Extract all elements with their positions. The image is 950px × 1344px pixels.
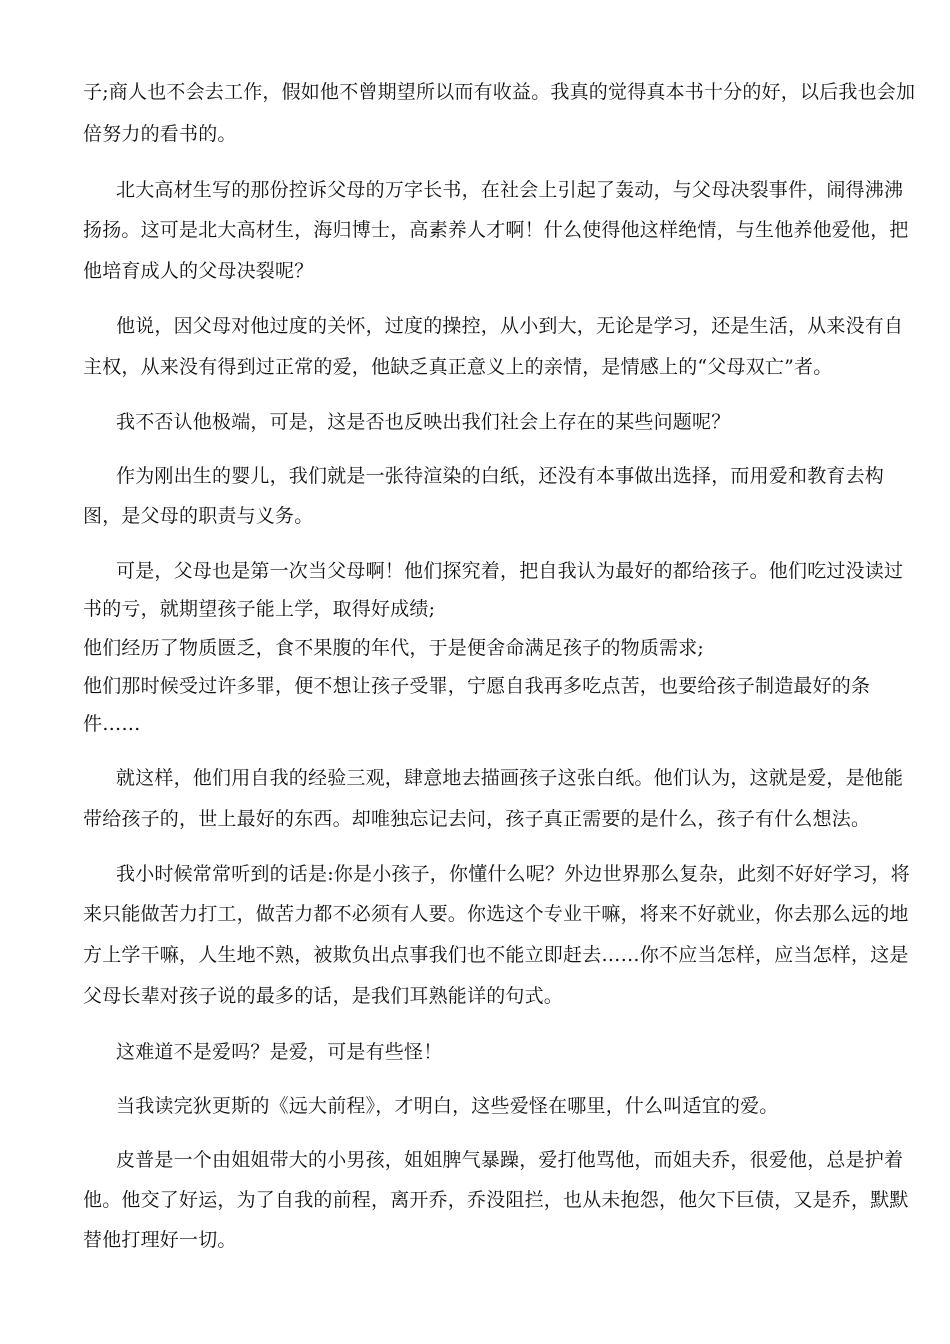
text-line: 当我读完狄更斯的《远大前程》，才明白，这些爱怪在哪里，什么叫适宜的爱。 [116, 1095, 779, 1117]
text-line: 我不否认他极端，可是，这是否也反映出我们社会上存在的某些问题呢？ [116, 411, 731, 433]
text-line: 方上学干嘛，人生地不熟，被欺负出点事我们也不能立即赶去……你不应当怎样，应当怎样，这是 [83, 944, 909, 966]
text-line: 就这样，他们用自我的经验三观，肆意地去描画孩子这张白纸。他们认为，这就是爱，是他能 [116, 767, 904, 789]
text-line: 倍努力的看书的。 [83, 123, 237, 145]
text-line: 父母长辈对孩子说的最多的话，是我们耳熟能详的句式。 [83, 985, 564, 1007]
text-line: 来只能做苦力打工，做苦力都不必须有人要。你选这个专业干嘛，将来不好就业，你去那么远的地 [83, 903, 909, 925]
text-line: 他们经历了物质匮乏，食不果腹的年代，于是便舍命满足孩子的物质需求; [83, 637, 705, 659]
text-line: 主权，从来没有得到过正常的爱，他缺乏真正意义上的亲情，是情感上的“父母双亡”者。 [83, 356, 833, 378]
text-line: 我小时候常常听到的话是:你是小孩子，你懂什么呢？外边世界那么复杂，此刻不好好学习，将 [116, 863, 910, 885]
text-line: 子;商人也不会去工作，假如他不曾期望所以而有收益。我真的觉得真本书十分的好，以后我也会加 [83, 81, 916, 103]
text-line: 皮普是一个由姐姐带大的小男孩，姐姐脾气暴躁，爱打他骂他，而姐夫乔，很爱他，总是护着 [116, 1149, 904, 1171]
text-line: 他们那时候受过许多罪，便不想让孩子受罪，宁愿自我再多吃点苦，也要给孩子制造最好的条 [83, 675, 871, 697]
text-line: 书的亏，就期望孩子能上学，取得好成绩; [83, 598, 436, 620]
text-line: 北大高材生写的那份控诉父母的万字长书，在社会上引起了轰动，与父母决裂事件，闹得沸沸 [116, 179, 904, 201]
text-line: 带给孩子的，世上最好的东西。却唯独忘记去问，孩子真正需要的是什么，孩子有什么想法。 [83, 808, 871, 830]
text-line: 这难道不是爱吗？是爱，可是有些怪！ [116, 1041, 443, 1063]
text-line: 图，是父母的职责与义务。 [83, 505, 314, 527]
text-line: 他培育成人的父母决裂呢？ [83, 260, 314, 282]
text-line: 替他打理好一切。 [83, 1229, 237, 1251]
text-line: 件…… [83, 713, 141, 735]
text-line: 扬扬。这可是北大高材生，海归博士，高素养人才啊！什么使得他这样绝情，与生他养他爱他，把 [83, 219, 909, 241]
text-line: 他。他交了好运，为了自我的前程，离开乔，乔没阻拦，也从未抱怨，他欠下巨债，又是乔，默默 [83, 1189, 909, 1211]
text-line: 他说，因父母对他过度的关怀，过度的操控，从小到大，无论是学习，还是生活，从来没有自 [116, 315, 904, 337]
text-line: 可是，父母也是第一次当父母啊！他们探究着，把自我认为最好的都给孩子。他们吃过没读过 [116, 560, 904, 582]
text-line: 作为刚出生的婴儿，我们就是一张待渲染的白纸，还没有本事做出选择，而用爱和教育去构 [116, 465, 885, 487]
